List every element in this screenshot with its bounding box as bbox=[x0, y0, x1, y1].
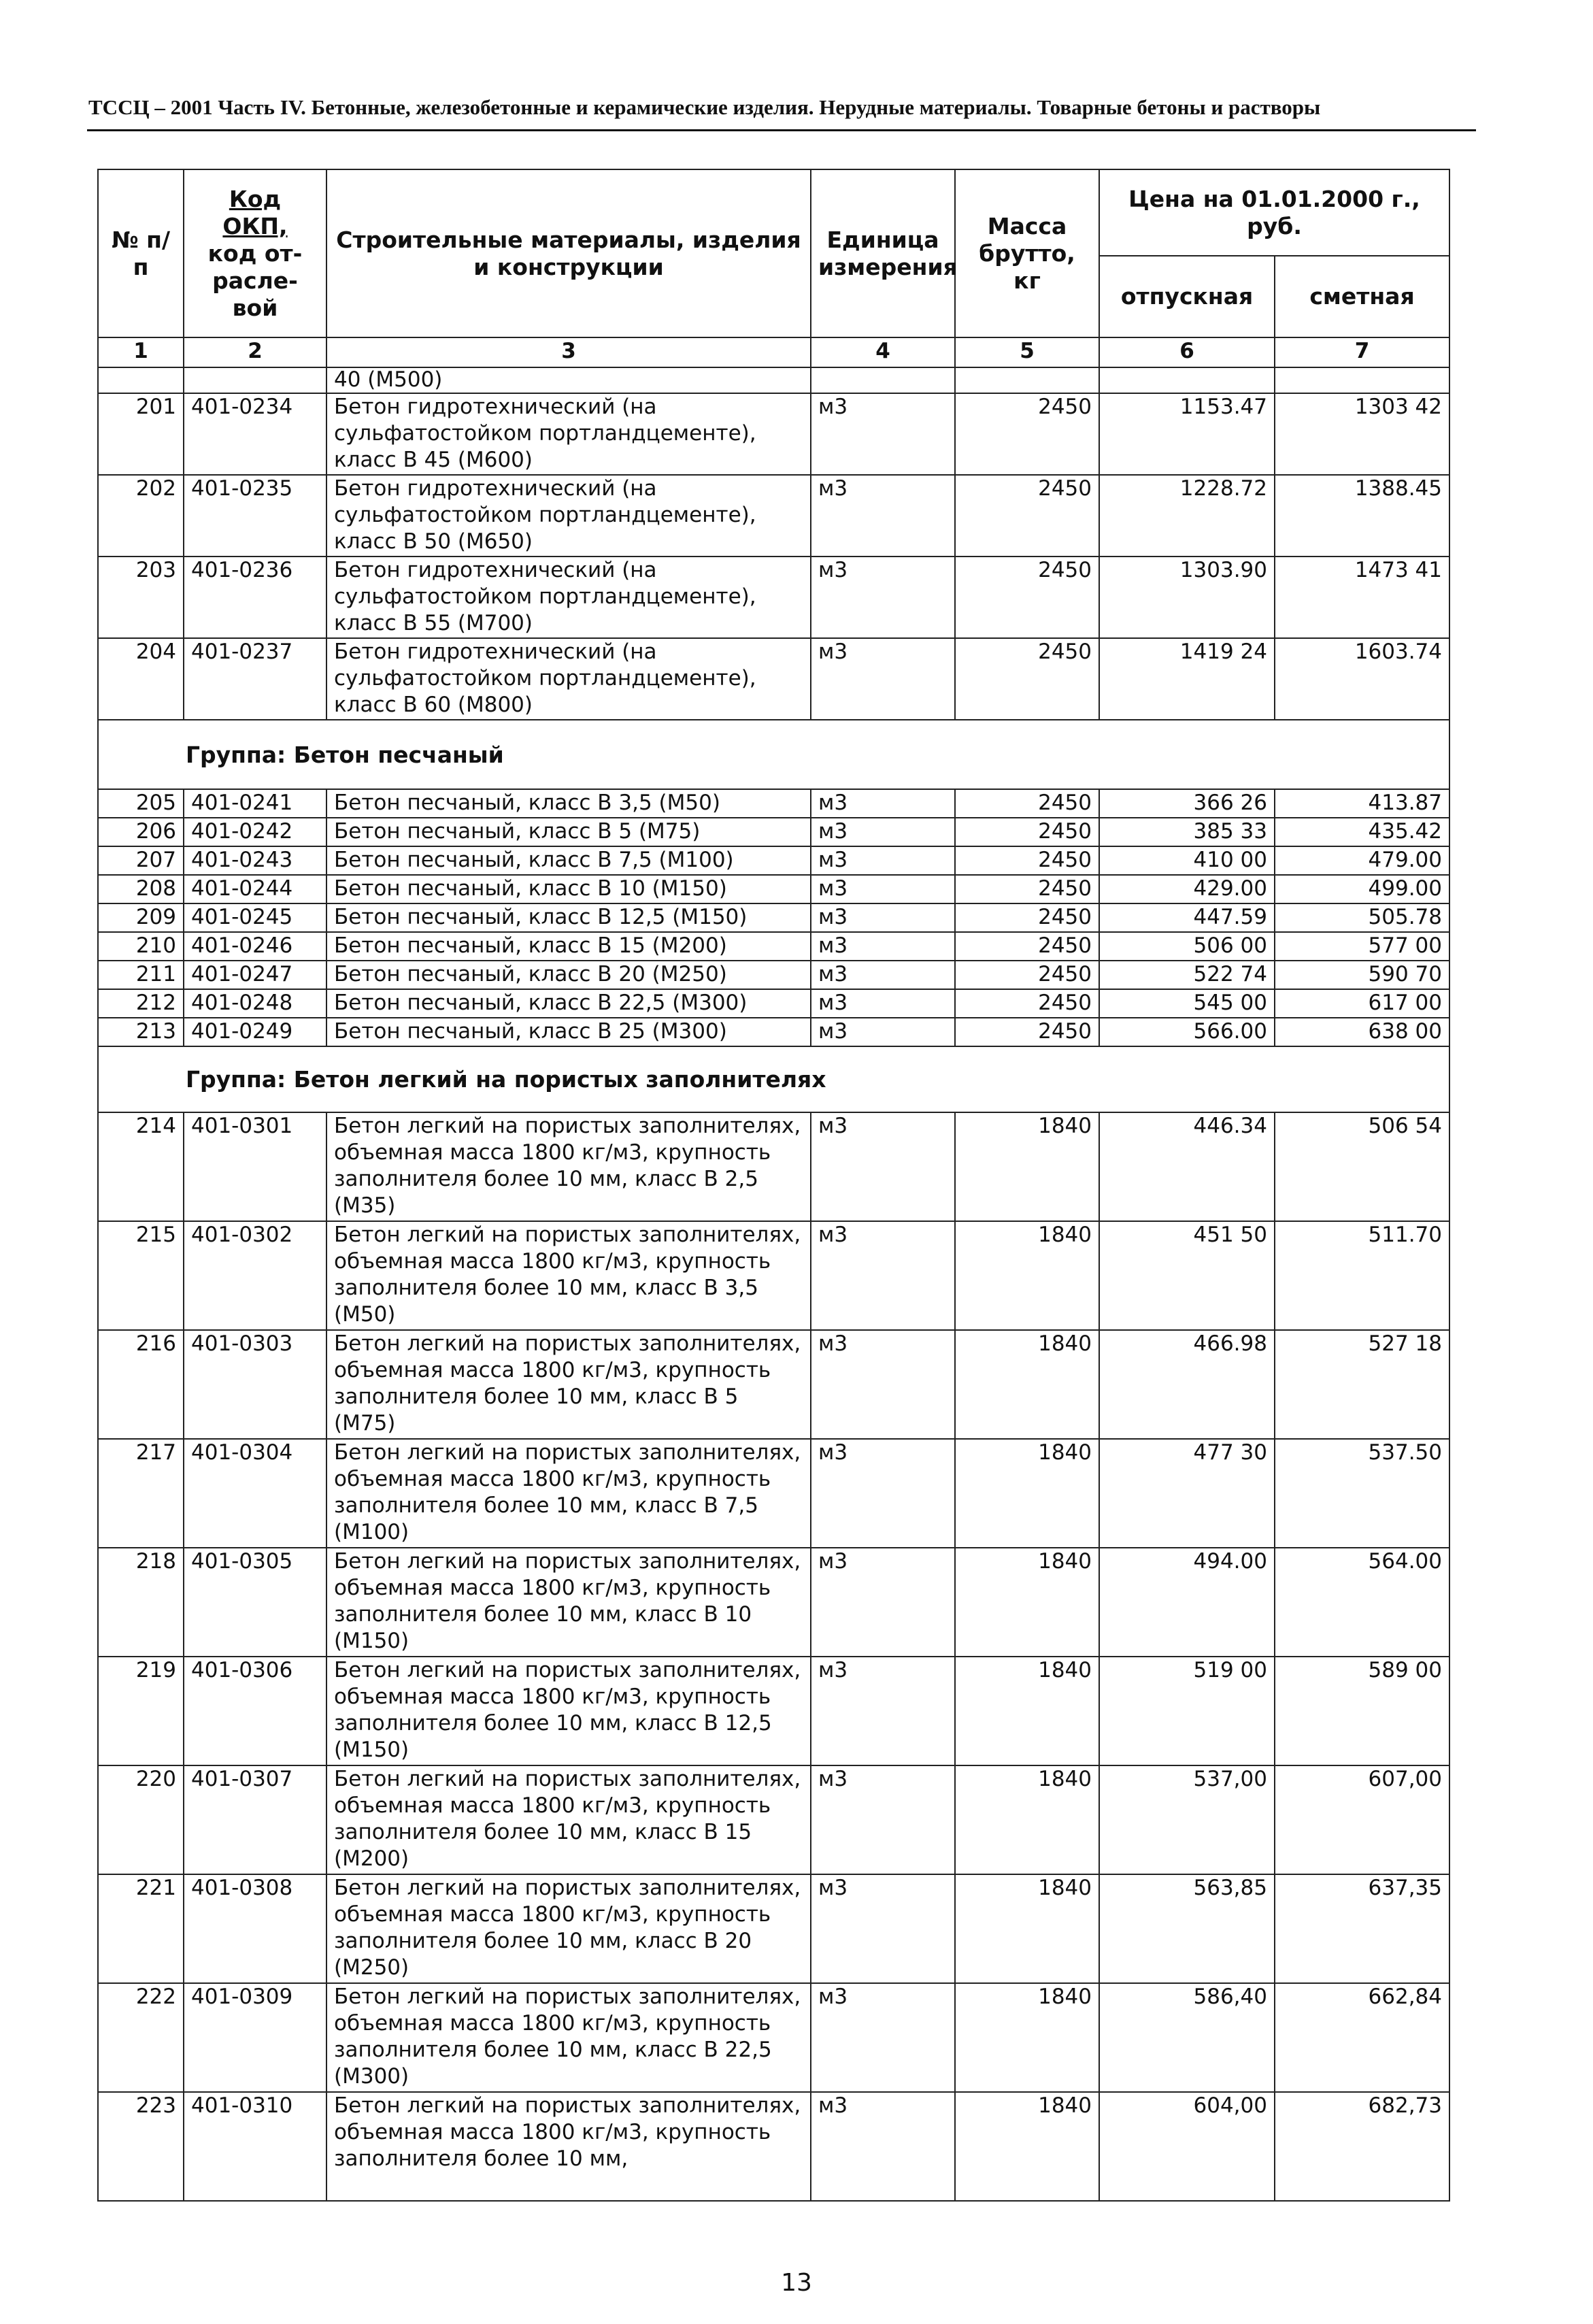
row-name: Бетон песчаный, класс В 5 (М75) bbox=[326, 818, 811, 846]
row-name: Бетон песчаный, класс В 20 (М250) bbox=[326, 961, 811, 989]
row-code: 401-0304 bbox=[184, 1439, 326, 1548]
row-price-estimate: 499.00 bbox=[1275, 875, 1449, 903]
row-price-release: 566.00 bbox=[1099, 1018, 1275, 1046]
row-price-release: 522 74 bbox=[1099, 961, 1275, 989]
row-code: 401-0236 bbox=[184, 557, 326, 638]
row-mass: 2450 bbox=[955, 846, 1099, 875]
table-row bbox=[98, 1221, 1449, 1330]
row-name: Бетон легкий на пористых заполнителях, объемная масса 1800 кг/м3, крупность заполнителя более 10 мм, класс В 10 (М150) bbox=[326, 1548, 811, 1657]
row-number: 218 bbox=[98, 1548, 184, 1657]
table-row bbox=[98, 1874, 1449, 1983]
row-price-estimate: 577 00 bbox=[1275, 932, 1449, 961]
table-row bbox=[98, 903, 1449, 932]
row-price-release: 410 00 bbox=[1099, 846, 1275, 875]
table-row bbox=[98, 1983, 1449, 2092]
row-number: 202 bbox=[98, 475, 184, 557]
row-mass: 2450 bbox=[955, 638, 1099, 720]
row-mass: 2450 bbox=[955, 961, 1099, 989]
row-unit: м3 bbox=[811, 932, 955, 961]
row-price-estimate: 637,35 bbox=[1275, 1874, 1449, 1983]
row-name: Бетон песчаный, класс В 3,5 (М50) bbox=[326, 789, 811, 818]
row-mass: 1840 bbox=[955, 1112, 1099, 1221]
row-mass: 1840 bbox=[955, 1874, 1099, 1983]
row-unit: м3 bbox=[811, 393, 955, 475]
row-number: 222 bbox=[98, 1983, 184, 2092]
row-code: 401-0248 bbox=[184, 989, 326, 1018]
table-row bbox=[98, 1112, 1449, 1221]
col-header-code-l2: ОКП, bbox=[222, 212, 288, 239]
row-code: 401-0309 bbox=[184, 1983, 326, 2092]
column-number: 4 bbox=[811, 337, 955, 367]
column-number: 7 bbox=[1275, 337, 1449, 367]
row-price-estimate: 638 00 bbox=[1275, 1018, 1449, 1046]
row-unit: м3 bbox=[811, 1548, 955, 1657]
row-mass: 1840 bbox=[955, 1439, 1099, 1548]
page-header: ТССЦ – 2001 Часть IV. Бетонные, железобетонные и керамические изделия. Нерудные материалы. Товарные бетоны и растворы bbox=[88, 95, 1321, 119]
row-name: Бетон песчаный, класс В 22,5 (М300) bbox=[326, 989, 811, 1018]
row-number: 214 bbox=[98, 1112, 184, 1221]
col-header-num: № п/п bbox=[98, 169, 184, 337]
table-row bbox=[98, 846, 1449, 875]
row-mass: 1840 bbox=[955, 1765, 1099, 1874]
row-price-release: 366 26 bbox=[1099, 789, 1275, 818]
row-price-estimate: 511.70 bbox=[1275, 1221, 1449, 1330]
row-price-release: 1419 24 bbox=[1099, 638, 1275, 720]
row-price-release: 466.98 bbox=[1099, 1330, 1275, 1439]
row-name: Бетон песчаный, класс В 7,5 (М100) bbox=[326, 846, 811, 875]
row-name: Бетон гидротехнический (на сульфатостойком портландцементе), класс В 60 (М800) bbox=[326, 638, 811, 720]
row-number: 217 bbox=[98, 1439, 184, 1548]
row-name: Бетон гидротехнический (на сульфатостойком портландцементе), класс В 50 (М650) bbox=[326, 475, 811, 557]
row-unit: м3 bbox=[811, 1330, 955, 1439]
group-title: Группа: Бетон песчаный bbox=[98, 720, 1449, 789]
row-name: Бетон легкий на пористых заполнителях, объемная масса 1800 кг/м3, крупность заполнителя более 10 мм, класс В 15 (М200) bbox=[326, 1765, 811, 1874]
table-row bbox=[98, 638, 1449, 720]
row-unit: м3 bbox=[811, 1439, 955, 1548]
row-unit: м3 bbox=[811, 475, 955, 557]
row-name: Бетон легкий на пористых заполнителях, объемная масса 1800 кг/м3, крупность заполнителя более 10 мм, класс В 7,5 (М100) bbox=[326, 1439, 811, 1548]
row-code: 401-0307 bbox=[184, 1765, 326, 1874]
row-price-estimate: 1473 41 bbox=[1275, 557, 1449, 638]
row-name: Бетон легкий на пористых заполнителях, объемная масса 1800 кг/м3, крупность заполнителя более 10 мм, класс В 5 (М75) bbox=[326, 1330, 811, 1439]
row-code: 401-0301 bbox=[184, 1112, 326, 1221]
row-number: 216 bbox=[98, 1330, 184, 1439]
row-unit: м3 bbox=[811, 903, 955, 932]
row-price-release: 586,40 bbox=[1099, 1983, 1275, 2092]
row-name: Бетон песчаный, класс В 10 (М150) bbox=[326, 875, 811, 903]
row-price-estimate: 537.50 bbox=[1275, 1439, 1449, 1548]
row-number: 208 bbox=[98, 875, 184, 903]
column-number: 6 bbox=[1099, 337, 1275, 367]
row-price-estimate: 1303 42 bbox=[1275, 393, 1449, 475]
row-code: 401-0310 bbox=[184, 2092, 326, 2201]
row-unit: м3 bbox=[811, 1112, 955, 1221]
row-price-estimate: 505.78 bbox=[1275, 903, 1449, 932]
row-code: 401-0235 bbox=[184, 475, 326, 557]
row-mass: 2450 bbox=[955, 932, 1099, 961]
row-unit: м3 bbox=[811, 989, 955, 1018]
row-code: 401-0249 bbox=[184, 1018, 326, 1046]
row-name: Бетон гидротехнический (на сульфатостойком портландцементе), класс В 45 (М600) bbox=[326, 393, 811, 475]
row-mass: 1840 bbox=[955, 1221, 1099, 1330]
row-name: Бетон легкий на пористых заполнителях, объемная масса 1800 кг/м3, крупность заполнителя более 10 мм, класс В 3,5 (М50) bbox=[326, 1221, 811, 1330]
group-title: Группа: Бетон легкий на пористых заполнителях bbox=[98, 1046, 1449, 1112]
row-mass: 2450 bbox=[955, 557, 1099, 638]
col-header-code-l4: расле- bbox=[212, 267, 298, 294]
row-price-estimate: 662,84 bbox=[1275, 1983, 1449, 2092]
col-header-code-l3: код от- bbox=[207, 239, 303, 267]
row-mass: 2450 bbox=[955, 789, 1099, 818]
row-price-release: 506 00 bbox=[1099, 932, 1275, 961]
table-row bbox=[98, 2092, 1449, 2201]
row-name: Бетон песчаный, класс В 25 (М300) bbox=[326, 1018, 811, 1046]
row-mass: 2450 bbox=[955, 1018, 1099, 1046]
col-header-code-l1: Код bbox=[229, 185, 282, 212]
row-price-estimate: 506 54 bbox=[1275, 1112, 1449, 1221]
row-number: 212 bbox=[98, 989, 184, 1018]
row-number: 201 bbox=[98, 393, 184, 475]
header-rule bbox=[87, 129, 1476, 131]
row-price-release: 451 50 bbox=[1099, 1221, 1275, 1330]
row-price-estimate: 682,73 bbox=[1275, 2092, 1449, 2201]
row-name: Бетон легкий на пористых заполнителях, объемная масса 1800 кг/м3, крупность заполнителя более 10 мм, класс В 2,5 (М35) bbox=[326, 1112, 811, 1221]
column-number-row bbox=[98, 337, 1449, 367]
col-header-price-estimate: сметная bbox=[1275, 256, 1449, 337]
col-header-mass: Масса брутто, кг bbox=[955, 169, 1099, 337]
row-number: 206 bbox=[98, 818, 184, 846]
row-price-release: 1153.47 bbox=[1099, 393, 1275, 475]
row-number: 205 bbox=[98, 789, 184, 818]
row-number: 207 bbox=[98, 846, 184, 875]
row-price-estimate: 564.00 bbox=[1275, 1548, 1449, 1657]
row-price-release: 446.34 bbox=[1099, 1112, 1275, 1221]
row-code: 401-0241 bbox=[184, 789, 326, 818]
table-row bbox=[98, 1765, 1449, 1874]
row-price-release: 604,00 bbox=[1099, 2092, 1275, 2201]
row-mass: 1840 bbox=[955, 1983, 1099, 2092]
table-row bbox=[98, 932, 1449, 961]
row-code: 401-0243 bbox=[184, 846, 326, 875]
row-unit: м3 bbox=[811, 2092, 955, 2201]
row-code: 401-0242 bbox=[184, 818, 326, 846]
table-row bbox=[98, 1657, 1449, 1765]
row-mass: 1840 bbox=[955, 1330, 1099, 1439]
table-row bbox=[98, 1439, 1449, 1548]
row-price-release: 447.59 bbox=[1099, 903, 1275, 932]
row-price-estimate: 413.87 bbox=[1275, 789, 1449, 818]
row-code: 401-0244 bbox=[184, 875, 326, 903]
price-table bbox=[97, 169, 1450, 2202]
row-mass: 1840 bbox=[955, 2092, 1099, 2201]
row-code: 401-0234 bbox=[184, 393, 326, 475]
row-unit: м3 bbox=[811, 638, 955, 720]
row-price-estimate: 589 00 bbox=[1275, 1657, 1449, 1765]
row-price-estimate: 1603.74 bbox=[1275, 638, 1449, 720]
row-price-estimate: 1388.45 bbox=[1275, 475, 1449, 557]
row-price-estimate: 479.00 bbox=[1275, 846, 1449, 875]
row-number: 211 bbox=[98, 961, 184, 989]
table-row bbox=[98, 1548, 1449, 1657]
row-number: 203 bbox=[98, 557, 184, 638]
row-mass: 2450 bbox=[955, 875, 1099, 903]
column-number: 2 bbox=[184, 337, 326, 367]
col-header-price-release: отпускная bbox=[1099, 256, 1275, 337]
row-unit: м3 bbox=[811, 1018, 955, 1046]
row-number: 210 bbox=[98, 932, 184, 961]
column-number: 1 bbox=[98, 337, 184, 367]
column-number: 5 bbox=[955, 337, 1099, 367]
row-name: Бетон легкий на пористых заполнителях, объемная масса 1800 кг/м3, крупность заполнителя более 10 мм, класс В 12,5 (М150) bbox=[326, 1657, 811, 1765]
row-mass: 2450 bbox=[955, 393, 1099, 475]
col-header-price: Цена на 01.01.2000 г., руб. bbox=[1099, 169, 1449, 256]
continuation-text: 40 (М500) bbox=[326, 367, 811, 393]
table-row bbox=[98, 557, 1449, 638]
col-header-unit: Единица измерения bbox=[811, 169, 955, 337]
row-unit: м3 bbox=[811, 846, 955, 875]
row-number: 219 bbox=[98, 1657, 184, 1765]
continuation-row bbox=[98, 367, 1449, 393]
row-code: 401-0247 bbox=[184, 961, 326, 989]
table-row bbox=[98, 961, 1449, 989]
table-row bbox=[98, 393, 1449, 475]
row-mass: 2450 bbox=[955, 475, 1099, 557]
row-price-release: 1303.90 bbox=[1099, 557, 1275, 638]
col-header-code-l5: вой bbox=[232, 294, 278, 321]
row-price-release: 477 30 bbox=[1099, 1439, 1275, 1548]
table-row bbox=[98, 475, 1449, 557]
row-mass: 1840 bbox=[955, 1548, 1099, 1657]
row-unit: м3 bbox=[811, 875, 955, 903]
row-price-release: 494.00 bbox=[1099, 1548, 1275, 1657]
row-mass: 2450 bbox=[955, 818, 1099, 846]
row-unit: м3 bbox=[811, 818, 955, 846]
table-row bbox=[98, 1330, 1449, 1439]
row-unit: м3 bbox=[811, 557, 955, 638]
row-price-release: 1228.72 bbox=[1099, 475, 1275, 557]
col-header-code bbox=[184, 169, 326, 337]
row-mass: 1840 bbox=[955, 1657, 1099, 1765]
row-code: 401-0305 bbox=[184, 1548, 326, 1657]
row-name: Бетон легкий на пористых заполнителях, объемная масса 1800 кг/м3, крупность заполнителя более 10 мм, класс В 20 (М250) bbox=[326, 1874, 811, 1983]
row-code: 401-0237 bbox=[184, 638, 326, 720]
row-number: 204 bbox=[98, 638, 184, 720]
row-code: 401-0308 bbox=[184, 1874, 326, 1983]
row-number: 215 bbox=[98, 1221, 184, 1330]
row-code: 401-0306 bbox=[184, 1657, 326, 1765]
row-price-estimate: 435.42 bbox=[1275, 818, 1449, 846]
row-mass: 2450 bbox=[955, 989, 1099, 1018]
row-price-estimate: 607,00 bbox=[1275, 1765, 1449, 1874]
row-unit: м3 bbox=[811, 1765, 955, 1874]
row-name: Бетон песчаный, класс В 15 (М200) bbox=[326, 932, 811, 961]
row-price-release: 563,85 bbox=[1099, 1874, 1275, 1983]
col-header-material: Строительные материалы, изделия и конструкции bbox=[326, 169, 811, 337]
row-name: Бетон песчаный, класс В 12,5 (М150) bbox=[326, 903, 811, 932]
table-row bbox=[98, 875, 1449, 903]
row-number: 209 bbox=[98, 903, 184, 932]
row-code: 401-0246 bbox=[184, 932, 326, 961]
table-row bbox=[98, 818, 1449, 846]
table-row bbox=[98, 1018, 1449, 1046]
row-code: 401-0302 bbox=[184, 1221, 326, 1330]
group-row bbox=[98, 720, 1449, 789]
row-code: 401-0245 bbox=[184, 903, 326, 932]
table-row bbox=[98, 789, 1449, 818]
row-unit: м3 bbox=[811, 1874, 955, 1983]
row-number: 223 bbox=[98, 2092, 184, 2201]
page-number: 13 bbox=[781, 2269, 812, 2297]
row-unit: м3 bbox=[811, 1221, 955, 1330]
row-unit: м3 bbox=[811, 1657, 955, 1765]
row-mass: 2450 bbox=[955, 903, 1099, 932]
row-price-release: 519 00 bbox=[1099, 1657, 1275, 1765]
row-price-estimate: 617 00 bbox=[1275, 989, 1449, 1018]
group-row bbox=[98, 1046, 1449, 1112]
row-code: 401-0303 bbox=[184, 1330, 326, 1439]
row-unit: м3 bbox=[811, 789, 955, 818]
row-price-release: 429.00 bbox=[1099, 875, 1275, 903]
row-price-release: 545 00 bbox=[1099, 989, 1275, 1018]
row-name: Бетон легкий на пористых заполнителях, объемная масса 1800 кг/м3, крупность заполнителя более 10 мм, класс В 22,5 (М300) bbox=[326, 1983, 811, 2092]
row-price-estimate: 527 18 bbox=[1275, 1330, 1449, 1439]
row-unit: м3 bbox=[811, 961, 955, 989]
row-name: Бетон гидротехнический (на сульфатостойком портландцементе), класс В 55 (М700) bbox=[326, 557, 811, 638]
row-price-release: 385 33 bbox=[1099, 818, 1275, 846]
row-name: Бетон легкий на пористых заполнителях, объемная масса 1800 кг/м3, крупность заполнителя более 10 мм, bbox=[326, 2092, 811, 2201]
table-row bbox=[98, 989, 1449, 1018]
row-price-estimate: 590 70 bbox=[1275, 961, 1449, 989]
row-number: 220 bbox=[98, 1765, 184, 1874]
row-number: 213 bbox=[98, 1018, 184, 1046]
column-number: 3 bbox=[326, 337, 811, 367]
row-number: 221 bbox=[98, 1874, 184, 1983]
row-price-release: 537,00 bbox=[1099, 1765, 1275, 1874]
row-unit: м3 bbox=[811, 1983, 955, 2092]
